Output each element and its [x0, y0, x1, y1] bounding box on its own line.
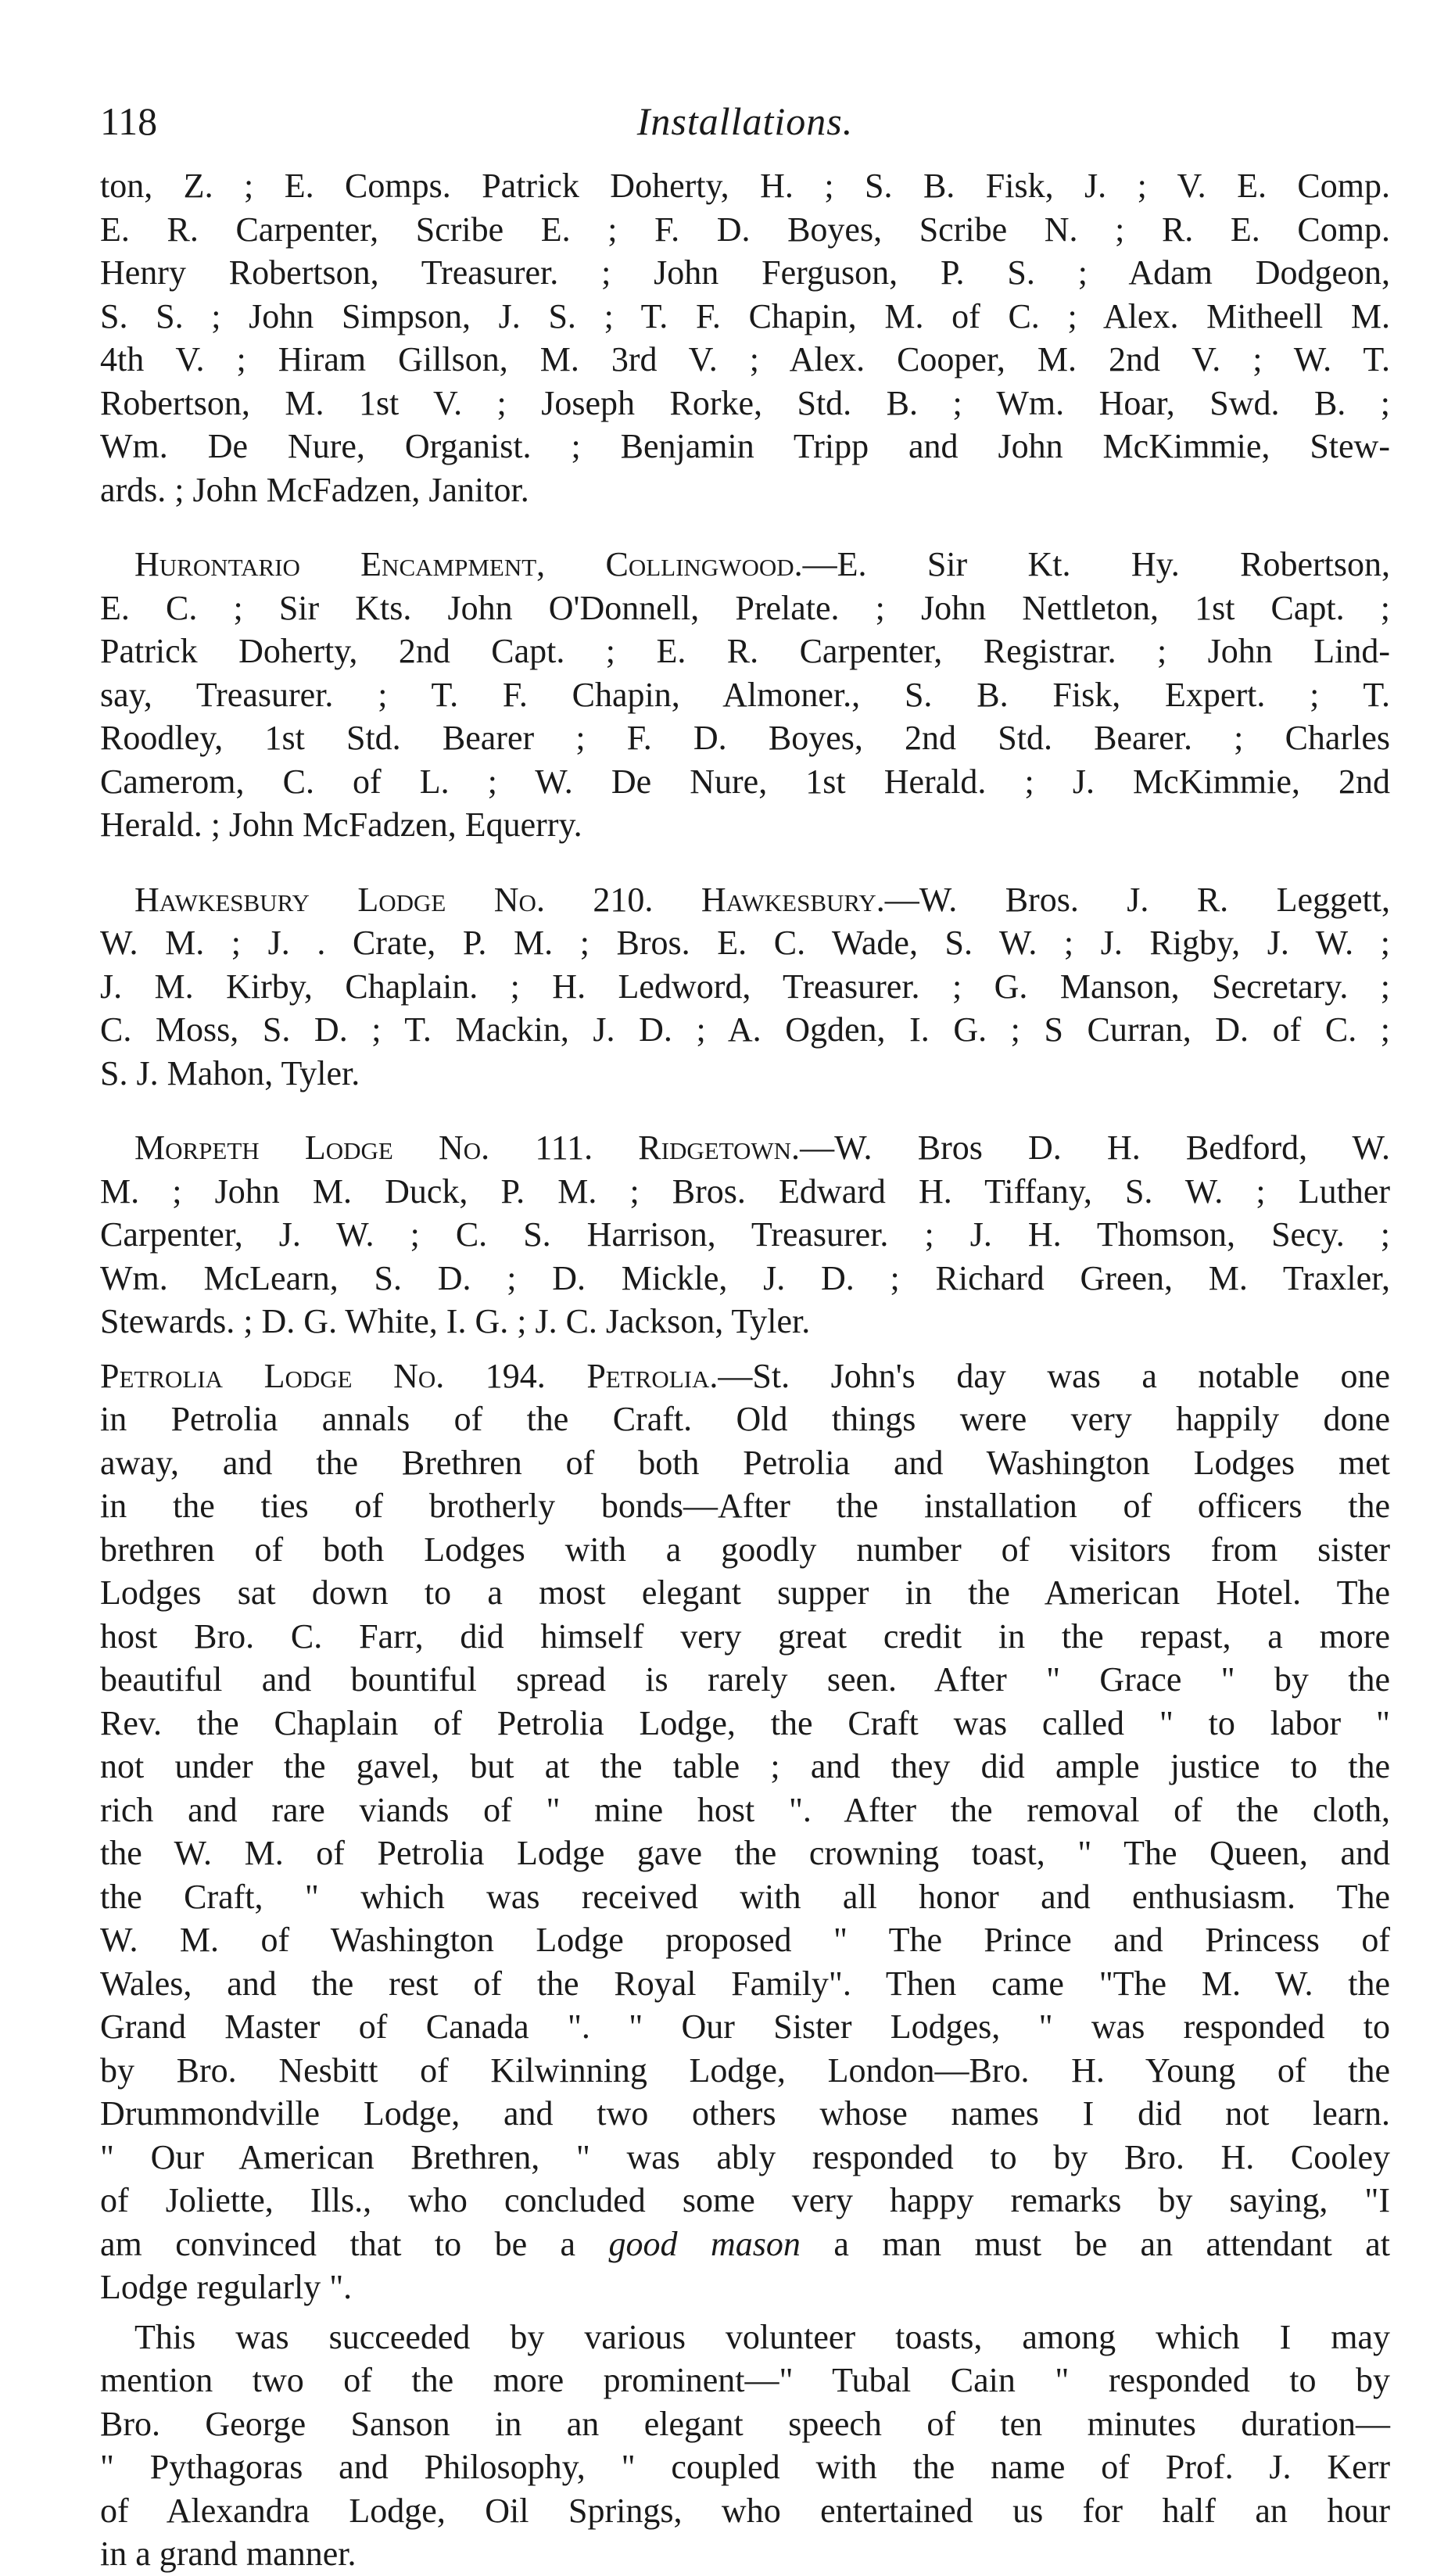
paragraph-hawkesbury-lodge	[100, 878, 1390, 1096]
text-line: brethren of both Lodges with a goodly number of visitors from sister	[100, 1530, 1390, 1569]
lodge-heading: Petrolia Lodge No. 194. Petrolia.	[100, 1356, 718, 1395]
text-line: Stewards. ; D. G. White, I. G. ; J. C. Jackson, Tyler.	[100, 1302, 811, 1340]
paragraph-gap	[100, 2309, 1390, 2316]
page-header	[100, 78, 1390, 164]
text-line	[100, 2316, 1390, 2359]
text-line: by Bro. Nesbitt of Kilwinning Lodge, London—Bro. H. Young of the	[100, 2050, 1390, 2090]
text-line: Wm. De Nure, Organist. ; Benjamin Tripp and John McKimmie, Stew-	[100, 427, 1390, 465]
paragraph-hurontario-encampment	[100, 543, 1390, 847]
indent	[100, 1128, 134, 1167]
lodge-heading: Hurontario Encampment, Collingwood.	[134, 545, 803, 583]
lodge-heading: Morpeth Lodge No. 111. Ridgetown.	[134, 1128, 801, 1167]
text-line	[100, 1126, 1390, 1170]
lodge-heading: Hawkesbury Lodge No. 210. Hawkesbury.	[134, 880, 885, 919]
paragraph-gap	[100, 1095, 1390, 1126]
text-line: E. R. Carpenter, Scribe E. ; F. D. Boyes, Scribe N. ; R. E. Comp.	[100, 210, 1390, 249]
book-page	[100, 78, 1390, 2576]
text-run: a man must be an attendant at	[800, 2224, 1391, 2263]
text-run: —St. John's day was a notable one	[718, 1356, 1390, 1395]
page-number: 118	[100, 99, 158, 143]
indent	[100, 881, 134, 919]
paragraph-morpeth-lodge	[100, 1126, 1390, 1344]
text-line: Lodges sat down to a most elegant supper in the American Hotel. The	[100, 1573, 1390, 1612]
text-line: the Craft, " which was received with all honor and enthusiasm. The	[100, 1877, 1390, 1916]
text-line: in a grand manner.	[100, 2535, 357, 2573]
text-line: the W. M. of Petrolia Lodge gave the crowning toast, " The Queen, and	[100, 1834, 1390, 1872]
indent	[100, 545, 134, 583]
text-line: ards. ; John McFadzen, Janitor.	[100, 470, 529, 509]
text-line: of Joliette, Ills., who concluded some very happy remarks by saying, "I	[100, 2181, 1390, 2219]
text-line	[100, 1354, 1390, 1398]
text-line: Lodge regularly ".	[100, 2268, 353, 2306]
text-run: —W. Bros. J. R. Leggett,	[884, 880, 1391, 919]
text-run: —W. Bros D. H. Bedford, W.	[800, 1128, 1390, 1167]
text-line	[100, 878, 1390, 922]
text-line: S. J. Mahon, Tyler.	[100, 1053, 360, 1092]
text-line	[100, 2223, 1390, 2266]
text-line: ton, Z. ; E. Comps. Patrick Doherty, H. ; S. B. Fisk, J. ; V. E. Comp.	[100, 167, 1390, 205]
text-line: Wales, and the rest of the Royal Family". Then came "The M. W. the	[100, 1964, 1390, 2003]
text-line: E. C. ; Sir Kts. John O'Donnell, Prelate. ; John Nettleton, 1st Capt. ;	[100, 588, 1390, 627]
text-line: of Alexandra Lodge, Oil Springs, who entertained us for half an hour	[100, 2491, 1390, 2530]
text-line: Drummondville Lodge, and two others whose names I did not learn.	[100, 2094, 1390, 2133]
text-line: Grand Master of Canada ". " Our Sister Lodges, " was responded to	[100, 2007, 1390, 2046]
text-line: M. ; John M. Duck, P. M. ; Bros. Edward H. Tiffany, S. W. ; Luther	[100, 1171, 1390, 1211]
text-line: Wm. McLearn, S. D. ; D. Mickle, J. D. ; Richard Green, M. Traxler,	[100, 1258, 1390, 1297]
text-line: in Petrolia annals of the Craft. Old things were very happily done	[100, 1400, 1390, 1438]
text-line: W. M. ; J. . Crate, P. M. ; Bros. E. C. Wade, S. W. ; J. Rigby, J. W. ;	[100, 924, 1390, 962]
paragraph-volunteer-toasts	[100, 2316, 1390, 2576]
text-line: in the ties of brotherly bonds—After the installation of officers the	[100, 1487, 1390, 1525]
text-line: beautiful and bountiful spread is rarely seen. After " Grace " by the	[100, 1660, 1390, 1699]
text-line: W. M. of Washington Lodge proposed " The Prince and Princess of	[100, 1921, 1390, 1959]
text-run: —E. Sir Kt. Hy. Robertson,	[802, 545, 1390, 583]
text-line: " Pythagoras and Philosophy, " coupled with the name of Prof. J. Kerr	[100, 2448, 1390, 2486]
paragraph-gap	[100, 847, 1390, 878]
text-line: C. Moss, S. D. ; T. Mackin, J. D. ; A. Ogden, I. G. ; S Curran, D. of C. ;	[100, 1010, 1390, 1049]
text-line: J. M. Kirby, Chaplain. ; H. Ledword, Treasurer. ; G. Manson, Secretary. ;	[100, 967, 1390, 1006]
text-line: not under the gavel, but at the table ; and they did ample justice to the	[100, 1747, 1390, 1785]
paragraph-chapter-officers	[100, 164, 1390, 511]
text-line: mention two of the more prominent—" Tubal Cain " responded to by	[100, 2361, 1390, 2399]
text-line: Henry Robertson, Treasurer. ; John Ferguson, P. S. ; Adam Dodgeon,	[100, 253, 1390, 292]
text-line: Patrick Doherty, 2nd Capt. ; E. R. Carpenter, Registrar. ; John Lind-	[100, 632, 1390, 670]
text-line: say, Treasurer. ; T. F. Chapin, Almoner., S. B. Fisk, Expert. ; T.	[100, 675, 1390, 714]
italic-phrase: good mason	[608, 2224, 801, 2263]
text-line: Rev. the Chaplain of Petrolia Lodge, the Craft was called " to labor "	[100, 1703, 1390, 1742]
text-line: Bro. George Sanson in an elegant speech of ten minutes duration—	[100, 2404, 1390, 2443]
text-line: Roodley, 1st Std. Bearer ; F. D. Boyes, 2nd Std. Bearer. ; Charles	[100, 719, 1390, 757]
text-line: 4th V. ; Hiram Gillson, M. 3rd V. ; Alex. Cooper, M. 2nd V. ; W. T.	[100, 340, 1390, 379]
text-line: Herald. ; John McFadzen, Equerry.	[100, 805, 582, 844]
running-title: Installations.	[636, 99, 854, 143]
text-line: Camerom, C. of L. ; W. De Nure, 1st Herald. ; J. McKimmie, 2nd	[100, 762, 1390, 801]
text-line: Carpenter, J. W. ; C. S. Harrison, Treasurer. ; J. H. Thomson, Secy. ;	[100, 1215, 1390, 1254]
paragraph-petrolia-lodge	[100, 1354, 1390, 2309]
text-line: rich and rare viands of " mine host ". After the removal of the cloth,	[100, 1790, 1390, 1829]
paragraph-gap	[100, 511, 1390, 543]
text-line	[100, 543, 1390, 587]
paragraph-gap	[100, 1344, 1390, 1354]
indent	[100, 2318, 134, 2356]
text-run: am convinced that to be a	[100, 2224, 609, 2263]
text-line: away, and the Brethren of both Petrolia and Washington Lodges met	[100, 1443, 1390, 1482]
text-line: " Our American Brethren, " was ably responded to by Bro. H. Cooley	[100, 2137, 1390, 2176]
text-line: Robertson, M. 1st V. ; Joseph Rorke, Std. B. ; Wm. Hoar, Swd. B. ;	[100, 383, 1390, 422]
text-run: This was succeeded by various volunteer toasts, among which I may	[134, 2317, 1390, 2356]
text-line: S. S. ; John Simpson, J. S. ; T. F. Chapin, M. of C. ; Alex. Mitheell M.	[100, 296, 1390, 335]
text-line: host Bro. C. Farr, did himself very great credit in the repast, a more	[100, 1616, 1390, 1656]
